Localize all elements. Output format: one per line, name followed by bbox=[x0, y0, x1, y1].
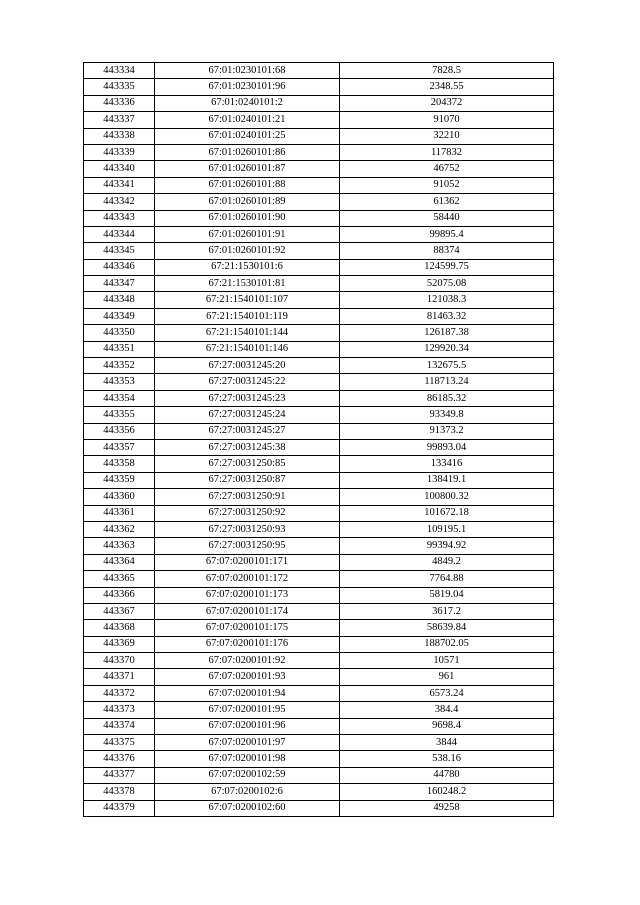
cadastral-number-cell: 67:01:0240101:25 bbox=[155, 128, 340, 144]
row-id-cell: 443351 bbox=[84, 341, 155, 357]
cadastral-value-cell: 91052 bbox=[340, 177, 554, 193]
cadastral-number-cell: 67:07:0200102:6 bbox=[155, 784, 340, 800]
cadastral-value-cell: 384.4 bbox=[340, 702, 554, 718]
cadastral-number-cell: 67:07:0200101:92 bbox=[155, 653, 340, 669]
row-id-cell: 443378 bbox=[84, 784, 155, 800]
cadastral-number-cell: 67:27:0031250:95 bbox=[155, 538, 340, 554]
table-row bbox=[84, 226, 554, 242]
table-row bbox=[84, 751, 554, 767]
cadastral-value-cell: 118713.24 bbox=[340, 374, 554, 390]
cadastral-value-cell: 61362 bbox=[340, 194, 554, 210]
table-row bbox=[84, 79, 554, 95]
table-row bbox=[84, 358, 554, 374]
table-row bbox=[84, 259, 554, 275]
row-id-cell: 443338 bbox=[84, 128, 155, 144]
table-row bbox=[84, 63, 554, 79]
cadastral-value-cell: 99895.4 bbox=[340, 226, 554, 242]
row-id-cell: 443368 bbox=[84, 620, 155, 636]
table-row bbox=[84, 685, 554, 701]
cadastral-number-cell: 67:07:0200101:97 bbox=[155, 735, 340, 751]
table-row bbox=[84, 702, 554, 718]
cadastral-number-cell: 67:01:0230101:68 bbox=[155, 63, 340, 79]
row-id-cell: 443334 bbox=[84, 63, 155, 79]
table-row bbox=[84, 554, 554, 570]
cadastral-value-cell: 5819.04 bbox=[340, 587, 554, 603]
cadastral-value-cell: 91373.2 bbox=[340, 423, 554, 439]
cadastral-number-cell: 67:07:0200101:93 bbox=[155, 669, 340, 685]
cadastral-number-cell: 67:01:0260101:91 bbox=[155, 226, 340, 242]
row-id-cell: 443366 bbox=[84, 587, 155, 603]
table-row bbox=[84, 784, 554, 800]
row-id-cell: 443379 bbox=[84, 800, 155, 816]
cadastral-number-cell: 67:27:0031245:27 bbox=[155, 423, 340, 439]
cadastral-number-cell: 67:01:0240101:21 bbox=[155, 112, 340, 128]
cadastral-number-cell: 67:07:0200102:60 bbox=[155, 800, 340, 816]
cadastral-value-cell: 133416 bbox=[340, 456, 554, 472]
cadastral-number-cell: 67:27:0031250:93 bbox=[155, 521, 340, 537]
cadastral-value-cell: 32210 bbox=[340, 128, 554, 144]
table-row bbox=[84, 276, 554, 292]
cadastral-number-cell: 67:01:0260101:88 bbox=[155, 177, 340, 193]
cadastral-value-cell: 188702.05 bbox=[340, 636, 554, 652]
table-row bbox=[84, 407, 554, 423]
row-id-cell: 443344 bbox=[84, 226, 155, 242]
cadastral-value-cell: 109195.1 bbox=[340, 521, 554, 537]
cadastral-number-cell: 67:07:0200101:173 bbox=[155, 587, 340, 603]
cadastral-value-cell: 121038.3 bbox=[340, 292, 554, 308]
row-id-cell: 443356 bbox=[84, 423, 155, 439]
table-row bbox=[84, 308, 554, 324]
table-row bbox=[84, 423, 554, 439]
row-id-cell: 443375 bbox=[84, 735, 155, 751]
cadastral-value-cell: 2348.55 bbox=[340, 79, 554, 95]
table-row bbox=[84, 341, 554, 357]
cadastral-value-cell: 117832 bbox=[340, 144, 554, 160]
cadastral-value-cell: 81463.32 bbox=[340, 308, 554, 324]
row-id-cell: 443376 bbox=[84, 751, 155, 767]
row-id-cell: 443370 bbox=[84, 653, 155, 669]
cadastral-value-cell: 961 bbox=[340, 669, 554, 685]
cadastral-number-cell: 67:27:0031250:85 bbox=[155, 456, 340, 472]
cadastral-number-cell: 67:21:1540101:119 bbox=[155, 308, 340, 324]
row-id-cell: 443355 bbox=[84, 407, 155, 423]
table-row bbox=[84, 439, 554, 455]
cadastral-number-cell: 67:01:0260101:86 bbox=[155, 144, 340, 160]
table-row bbox=[84, 456, 554, 472]
table-row bbox=[84, 489, 554, 505]
cadastral-value-cell: 126187.38 bbox=[340, 325, 554, 341]
table-row bbox=[84, 390, 554, 406]
table-row bbox=[84, 472, 554, 488]
row-id-cell: 443343 bbox=[84, 210, 155, 226]
cadastral-value-cell: 132675.5 bbox=[340, 358, 554, 374]
cadastral-value-cell: 100800.32 bbox=[340, 489, 554, 505]
row-id-cell: 443363 bbox=[84, 538, 155, 554]
cadastral-value-cell: 160248.2 bbox=[340, 784, 554, 800]
table-row bbox=[84, 374, 554, 390]
cadastral-number-cell: 67:21:1540101:146 bbox=[155, 341, 340, 357]
table-body bbox=[84, 63, 554, 817]
cadastral-number-cell: 67:01:0260101:90 bbox=[155, 210, 340, 226]
cadastral-value-cell: 124599.75 bbox=[340, 259, 554, 275]
row-id-cell: 443377 bbox=[84, 767, 155, 783]
row-id-cell: 443372 bbox=[84, 685, 155, 701]
cadastral-number-cell: 67:21:1530101:6 bbox=[155, 259, 340, 275]
table-row bbox=[84, 95, 554, 111]
cadastral-value-cell: 49258 bbox=[340, 800, 554, 816]
table-row bbox=[84, 571, 554, 587]
row-id-cell: 443360 bbox=[84, 489, 155, 505]
row-id-cell: 443339 bbox=[84, 144, 155, 160]
table-row bbox=[84, 505, 554, 521]
cadastral-value-cell: 204372 bbox=[340, 95, 554, 111]
cadastral-value-cell: 99394.92 bbox=[340, 538, 554, 554]
row-id-cell: 443362 bbox=[84, 521, 155, 537]
cadastral-number-cell: 67:01:0260101:92 bbox=[155, 243, 340, 259]
row-id-cell: 443340 bbox=[84, 161, 155, 177]
row-id-cell: 443341 bbox=[84, 177, 155, 193]
row-id-cell: 443348 bbox=[84, 292, 155, 308]
row-id-cell: 443346 bbox=[84, 259, 155, 275]
row-id-cell: 443357 bbox=[84, 439, 155, 455]
cadastral-value-table bbox=[83, 62, 554, 817]
row-id-cell: 443353 bbox=[84, 374, 155, 390]
row-id-cell: 443342 bbox=[84, 194, 155, 210]
cadastral-number-cell: 67:07:0200101:171 bbox=[155, 554, 340, 570]
row-id-cell: 443369 bbox=[84, 636, 155, 652]
cadastral-number-cell: 67:21:1540101:144 bbox=[155, 325, 340, 341]
cadastral-number-cell: 67:07:0200101:95 bbox=[155, 702, 340, 718]
table-row bbox=[84, 800, 554, 816]
cadastral-number-cell: 67:07:0200101:94 bbox=[155, 685, 340, 701]
cadastral-number-cell: 67:07:0200101:174 bbox=[155, 603, 340, 619]
cadastral-value-cell: 6573.24 bbox=[340, 685, 554, 701]
table-row bbox=[84, 128, 554, 144]
table-row bbox=[84, 538, 554, 554]
cadastral-number-cell: 67:21:1530101:81 bbox=[155, 276, 340, 292]
table-row bbox=[84, 325, 554, 341]
cadastral-number-cell: 67:27:0031245:24 bbox=[155, 407, 340, 423]
table-row bbox=[84, 144, 554, 160]
table-row bbox=[84, 767, 554, 783]
table-row bbox=[84, 210, 554, 226]
row-id-cell: 443367 bbox=[84, 603, 155, 619]
cadastral-number-cell: 67:01:0260101:89 bbox=[155, 194, 340, 210]
cadastral-value-cell: 46752 bbox=[340, 161, 554, 177]
cadastral-value-cell: 3617.2 bbox=[340, 603, 554, 619]
cadastral-number-cell: 67:01:0230101:96 bbox=[155, 79, 340, 95]
cadastral-value-cell: 7764.88 bbox=[340, 571, 554, 587]
table-row bbox=[84, 243, 554, 259]
cadastral-value-cell: 3844 bbox=[340, 735, 554, 751]
row-id-cell: 443354 bbox=[84, 390, 155, 406]
cadastral-value-cell: 99893.04 bbox=[340, 439, 554, 455]
cadastral-number-cell: 67:27:0031250:91 bbox=[155, 489, 340, 505]
cadastral-number-cell: 67:27:0031245:38 bbox=[155, 439, 340, 455]
table-row bbox=[84, 112, 554, 128]
table-row bbox=[84, 603, 554, 619]
table-row bbox=[84, 620, 554, 636]
row-id-cell: 443371 bbox=[84, 669, 155, 685]
cadastral-value-cell: 129920.34 bbox=[340, 341, 554, 357]
row-id-cell: 443374 bbox=[84, 718, 155, 734]
row-id-cell: 443349 bbox=[84, 308, 155, 324]
table-row bbox=[84, 292, 554, 308]
table-row bbox=[84, 718, 554, 734]
cadastral-value-cell: 58639.84 bbox=[340, 620, 554, 636]
table-row bbox=[84, 669, 554, 685]
cadastral-value-cell: 58440 bbox=[340, 210, 554, 226]
cadastral-number-cell: 67:07:0200101:98 bbox=[155, 751, 340, 767]
cadastral-number-cell: 67:27:0031250:92 bbox=[155, 505, 340, 521]
cadastral-value-cell: 93349.8 bbox=[340, 407, 554, 423]
cadastral-value-cell: 52075.08 bbox=[340, 276, 554, 292]
row-id-cell: 443361 bbox=[84, 505, 155, 521]
cadastral-number-cell: 67:07:0200101:176 bbox=[155, 636, 340, 652]
cadastral-number-cell: 67:21:1540101:107 bbox=[155, 292, 340, 308]
row-id-cell: 443365 bbox=[84, 571, 155, 587]
row-id-cell: 443336 bbox=[84, 95, 155, 111]
cadastral-number-cell: 67:27:0031245:22 bbox=[155, 374, 340, 390]
row-id-cell: 443352 bbox=[84, 358, 155, 374]
cadastral-number-cell: 67:07:0200101:172 bbox=[155, 571, 340, 587]
cadastral-value-cell: 9698.4 bbox=[340, 718, 554, 734]
cadastral-value-cell: 538.16 bbox=[340, 751, 554, 767]
cadastral-number-cell: 67:01:0240101:2 bbox=[155, 95, 340, 111]
cadastral-value-cell: 138419.1 bbox=[340, 472, 554, 488]
cadastral-number-cell: 67:07:0200101:175 bbox=[155, 620, 340, 636]
table-row bbox=[84, 194, 554, 210]
cadastral-number-cell: 67:27:0031245:20 bbox=[155, 358, 340, 374]
cadastral-number-cell: 67:27:0031245:23 bbox=[155, 390, 340, 406]
cadastral-number-cell: 67:07:0200102:59 bbox=[155, 767, 340, 783]
row-id-cell: 443358 bbox=[84, 456, 155, 472]
cadastral-value-cell: 86185.32 bbox=[340, 390, 554, 406]
cadastral-value-cell: 4849.2 bbox=[340, 554, 554, 570]
cadastral-value-cell: 91070 bbox=[340, 112, 554, 128]
cadastral-number-cell: 67:01:0260101:87 bbox=[155, 161, 340, 177]
table-row bbox=[84, 161, 554, 177]
row-id-cell: 443345 bbox=[84, 243, 155, 259]
row-id-cell: 443347 bbox=[84, 276, 155, 292]
row-id-cell: 443359 bbox=[84, 472, 155, 488]
cadastral-value-cell: 10571 bbox=[340, 653, 554, 669]
table-row bbox=[84, 587, 554, 603]
cadastral-value-cell: 7828.5 bbox=[340, 63, 554, 79]
row-id-cell: 443337 bbox=[84, 112, 155, 128]
cadastral-number-cell: 67:07:0200101:96 bbox=[155, 718, 340, 734]
row-id-cell: 443335 bbox=[84, 79, 155, 95]
cadastral-value-cell: 44780 bbox=[340, 767, 554, 783]
cadastral-value-cell: 101672.18 bbox=[340, 505, 554, 521]
cadastral-number-cell: 67:27:0031250:87 bbox=[155, 472, 340, 488]
table-row bbox=[84, 653, 554, 669]
table-row bbox=[84, 735, 554, 751]
table-row bbox=[84, 636, 554, 652]
cadastral-value-cell: 88374 bbox=[340, 243, 554, 259]
row-id-cell: 443350 bbox=[84, 325, 155, 341]
row-id-cell: 443373 bbox=[84, 702, 155, 718]
row-id-cell: 443364 bbox=[84, 554, 155, 570]
table-row bbox=[84, 177, 554, 193]
table-row bbox=[84, 521, 554, 537]
